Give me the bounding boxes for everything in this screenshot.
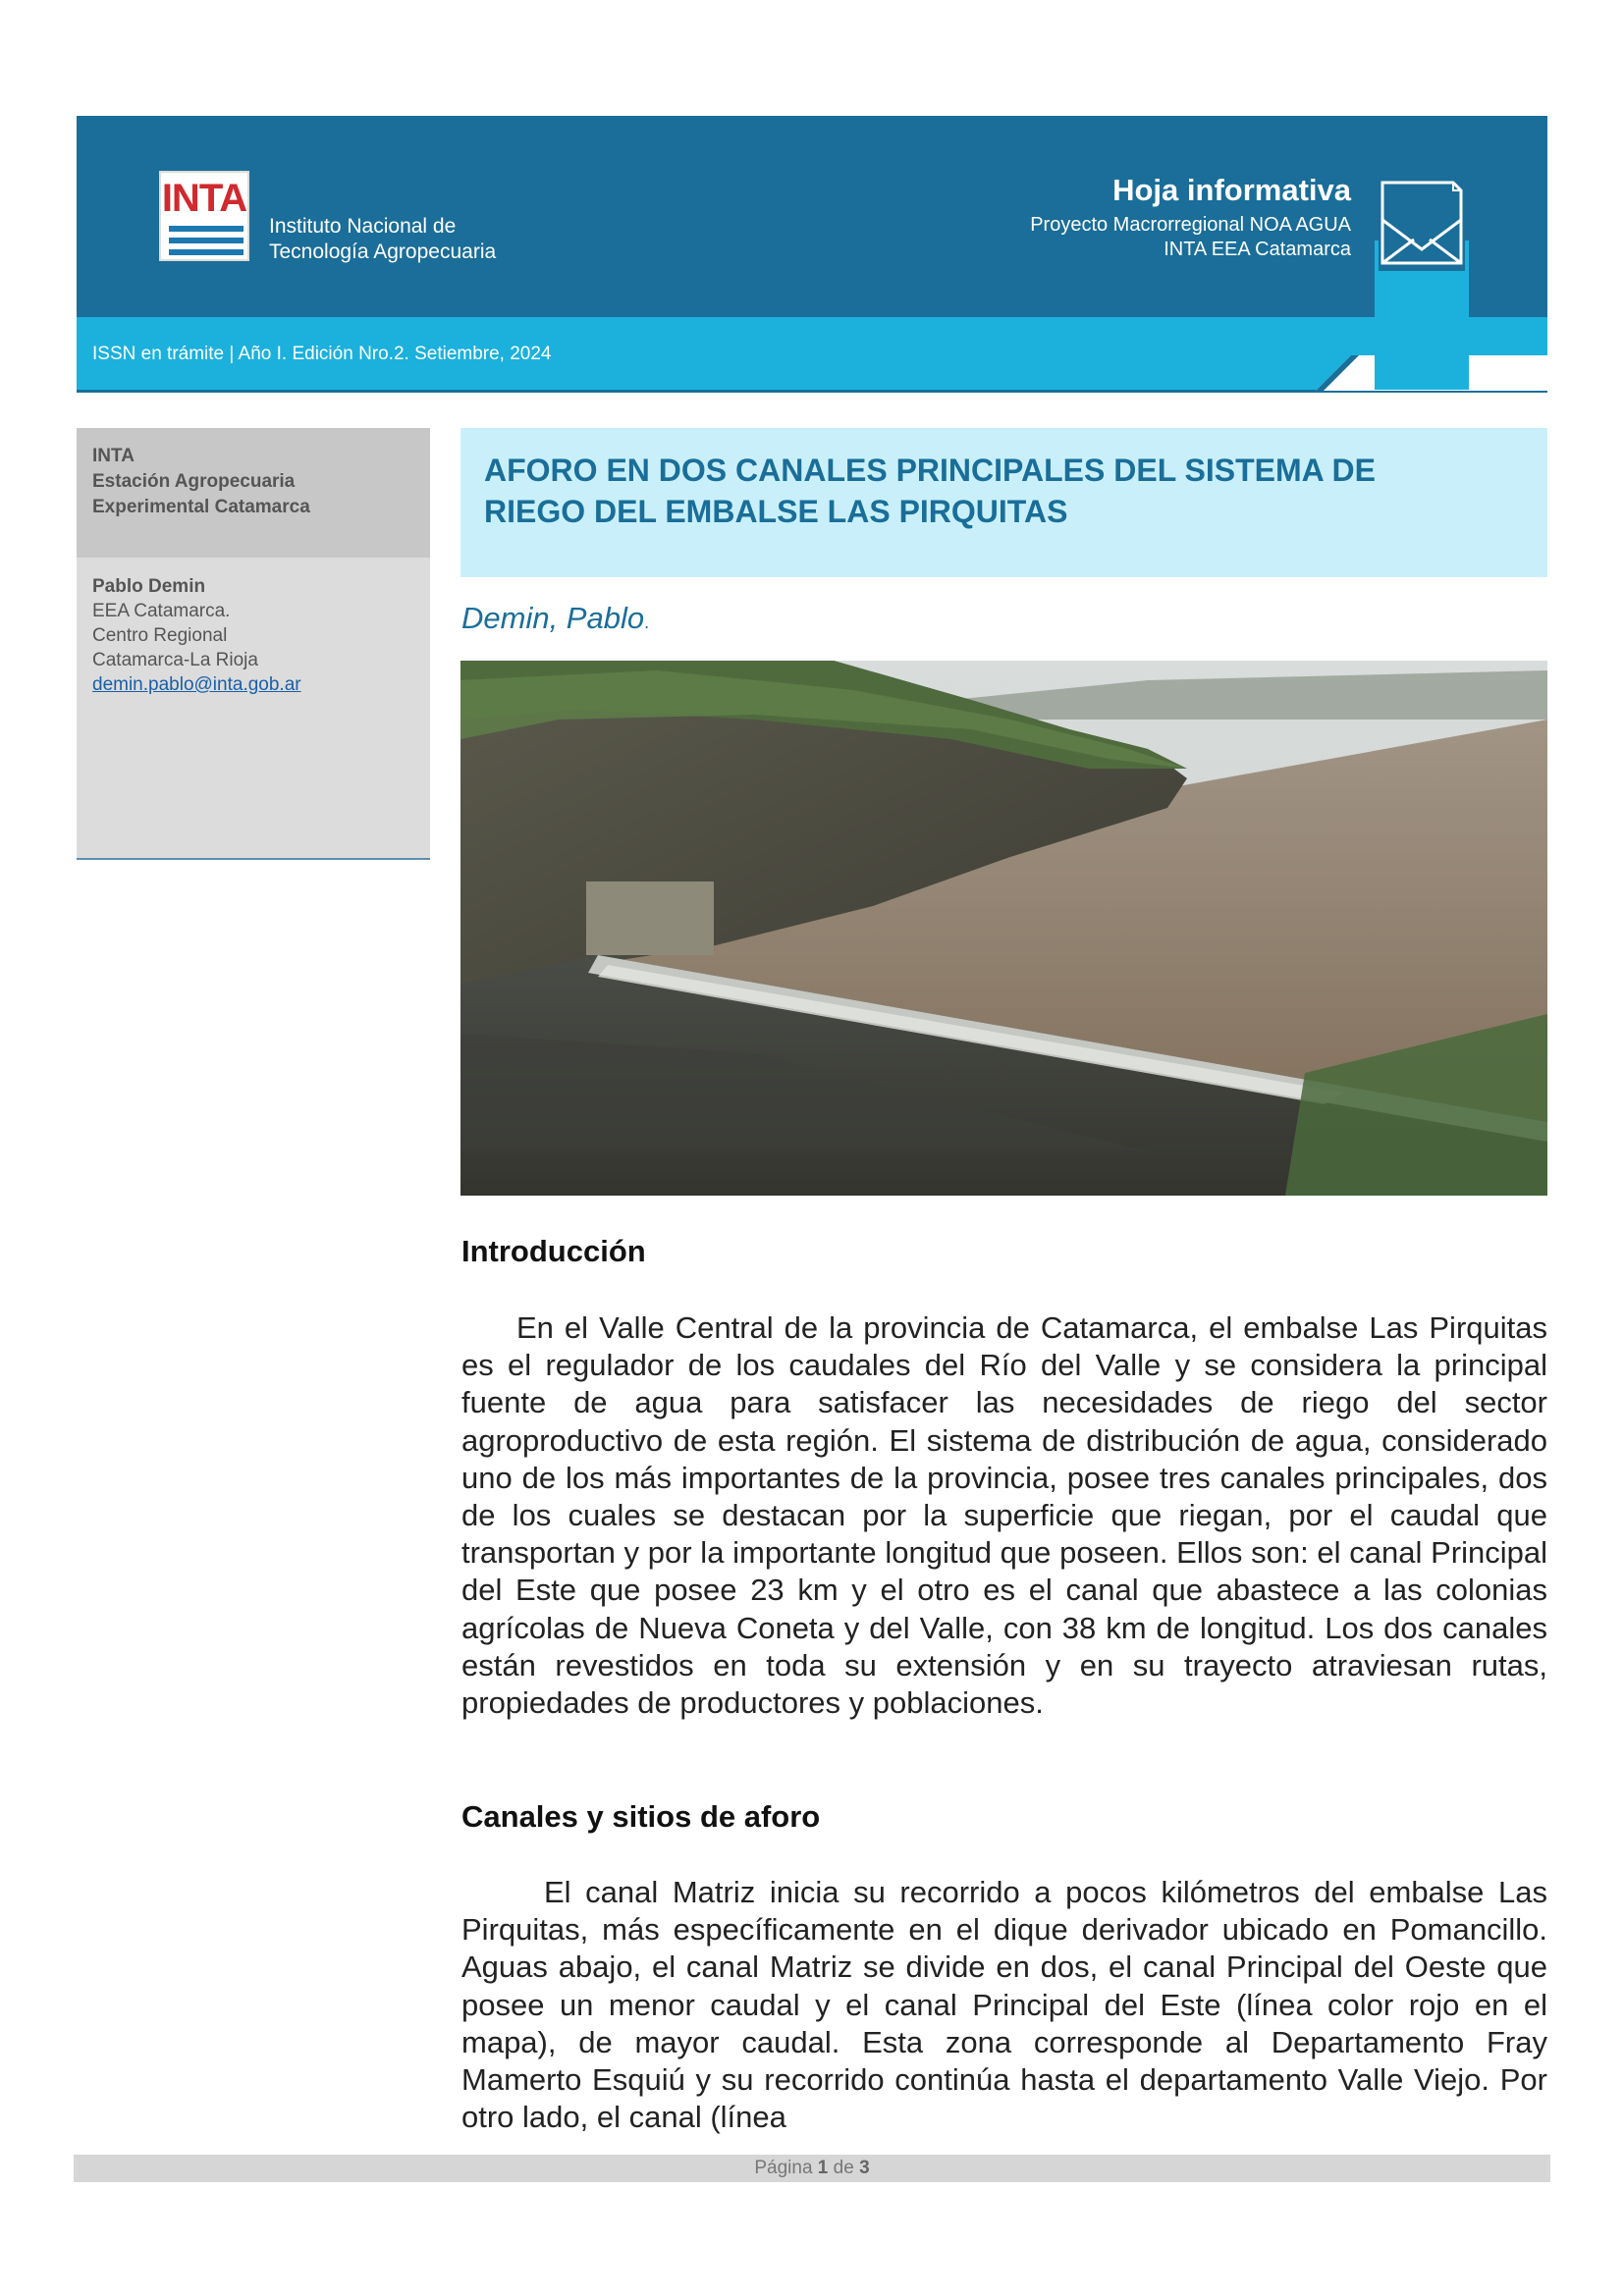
station-name: INTA EEA Catamarca bbox=[1164, 239, 1351, 260]
logo-text: INTA bbox=[161, 177, 247, 220]
footer-page-current: 1 bbox=[817, 2158, 829, 2178]
org-name-line1: Instituto Nacional de bbox=[269, 215, 457, 238]
logo-stripe-icon bbox=[169, 249, 244, 255]
institution-line2: Estación Agropecuaria bbox=[92, 471, 296, 492]
canals-paragraph: El canal Matriz inicia su recorrido a pocos kilómetros del embalse Las Pirquitas, más específicamente en el dique derivador ubicado en Pomancillo. Aguas abajo, el canal Matriz se divide en dos, el canal Principal del Oeste que posee un menor caudal y el canal Principal del Este (línea color rojo en el mapa), de mayor caudal. Esta zona corresponde al Departamento Fray Mamerto Esquiú y su recorrido continúa hasta el departamento Valle Viejo. Por otro lado, el canal (línea bbox=[461, 1875, 1547, 2135]
footer-of-word: de bbox=[833, 2158, 854, 2178]
logo-stripe-icon bbox=[169, 238, 244, 243]
sidebar-author-info bbox=[92, 574, 301, 697]
article-author-suffix: . bbox=[644, 613, 650, 632]
author-email-link[interactable]: demin.pablo@inta.gob.ar bbox=[92, 674, 301, 695]
inta-logo bbox=[159, 171, 249, 261]
project-name: Proyecto Macrorregional NOA AGUA bbox=[1030, 214, 1351, 236]
logo-stripe-icon bbox=[169, 226, 244, 232]
intro-paragraph: En el Valle Central de la provincia de Catamarca, el embalse Las Pirquitas es el regulador de los caudales del Río del Valle y se considera la principal fuente de agua para satisfacer las necesidades de riego del sector agroproductivo de esta región. El sistema de distribución de agua, considerado uno de los más importantes de la provincia, posee tres canales principales, dos de los cuales se destacan por la superficie que riegan, por el caudal que transportan y por la importante longitud que poseen. Ellos son: el canal Principal del Este que posee 23 km y el otro es el canal que abastece a las colonias agrícolas de Nueva Coneta y del Valle, con 38 km de longitud. Los dos canales están revestidos en toda su extensión y en su trayecto atraviesan rutas, propiedades de productores y poblaciones. bbox=[461, 1310, 1547, 1721]
author-affiliation-line1: EEA Catamarca. bbox=[92, 601, 231, 621]
institution-line3: Experimental Catamarca bbox=[92, 497, 310, 517]
org-name-line2: Tecnología Agropecuaria bbox=[269, 240, 497, 263]
article-author-name: Demin, Pablo bbox=[461, 601, 645, 635]
page-footer bbox=[74, 2155, 1550, 2182]
reservoir-spillway-photo bbox=[460, 661, 1547, 1196]
author-affiliation-line3: Catamarca-La Rioja bbox=[92, 650, 258, 670]
sidebar-lower-area bbox=[77, 858, 430, 2142]
org-name bbox=[269, 214, 496, 265]
sidebar-divider bbox=[77, 858, 430, 860]
author-affiliation-line2: Centro Regional bbox=[92, 625, 228, 646]
sidebar-gap bbox=[77, 393, 430, 428]
footer-page-word: Página bbox=[754, 2158, 813, 2178]
footer-page-total: 3 bbox=[859, 2158, 870, 2178]
article-title bbox=[484, 450, 1525, 532]
intro-heading: Introducción bbox=[461, 1234, 646, 1268]
article-title-line2: RIEGO DEL EMBALSE LAS PIRQUITAS bbox=[484, 494, 1068, 529]
article-author bbox=[461, 601, 649, 636]
doc-type-title: Hoja informativa bbox=[1112, 173, 1351, 207]
issn-line: ISSN en trámite | Año I. Edición Nro.2. Setiembre, 2024 bbox=[92, 344, 552, 364]
article-title-line1: AFORO EN DOS CANALES PRINCIPALES DEL SISTEMA DE bbox=[484, 453, 1376, 488]
canals-heading: Canales y sitios de aforo bbox=[461, 1799, 821, 1834]
sidebar-institution bbox=[92, 444, 310, 520]
envelope-icon bbox=[1375, 173, 1469, 271]
institution-line1: INTA bbox=[92, 446, 135, 466]
author-name: Pablo Demin bbox=[92, 576, 206, 597]
